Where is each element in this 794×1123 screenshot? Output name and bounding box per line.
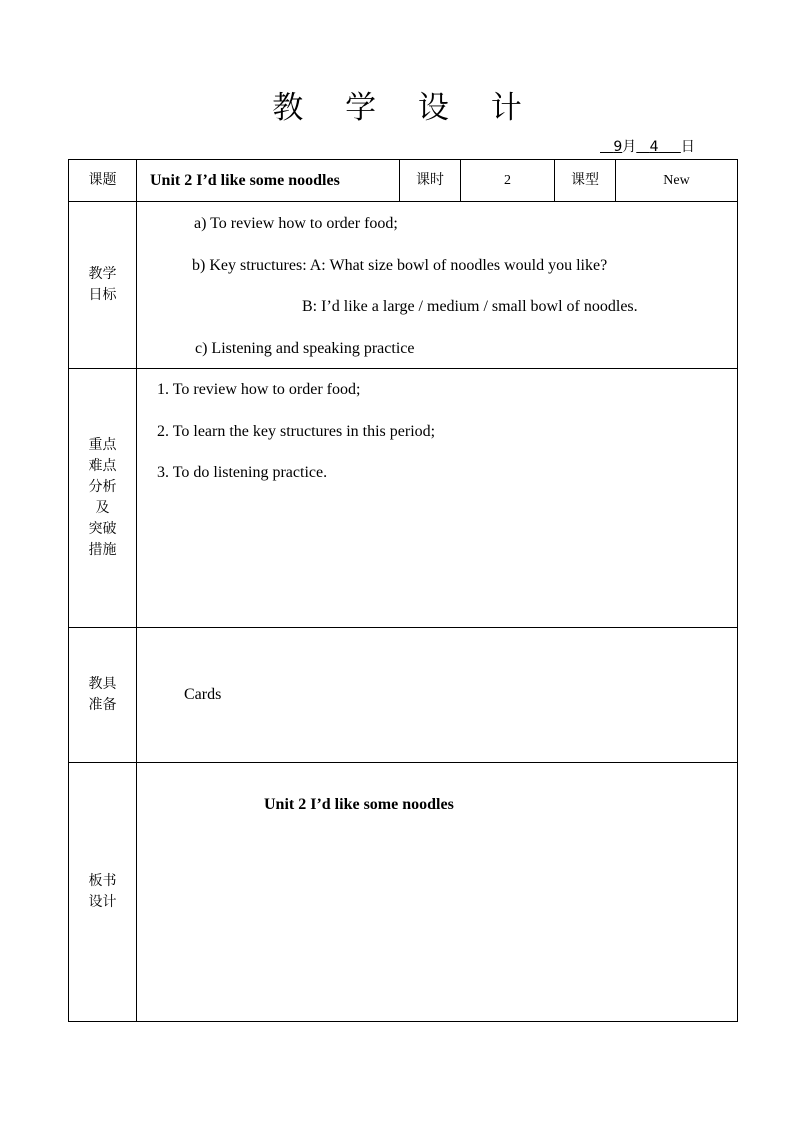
- date-month-label: 月: [622, 139, 637, 155]
- date-line: [600, 138, 695, 156]
- objectives-label: 教学 日标: [69, 202, 137, 369]
- board-title: Unit 2 I’d like some noodles: [264, 796, 454, 813]
- date-month: 9: [613, 139, 623, 155]
- key-points-row: [69, 369, 738, 628]
- topic-label: 课题: [69, 160, 137, 202]
- board-label: 板书 设计: [69, 763, 137, 1022]
- objectives-content: [137, 202, 738, 369]
- date-day-label: 日: [680, 139, 695, 155]
- topic-value: Unit 2 I’d like some noodles: [137, 160, 400, 202]
- key-point-line: 1. To review how to order food;: [157, 381, 361, 398]
- key-points-content: [137, 369, 738, 628]
- header-row: [69, 160, 738, 202]
- lesson-plan-table: [68, 159, 738, 1022]
- type-label: 课型: [555, 160, 616, 202]
- materials-label: 教具 准备: [69, 628, 137, 763]
- document-title: 教 学 设 计: [272, 90, 538, 126]
- date-day: 4: [649, 139, 659, 155]
- board-row: [69, 763, 738, 1022]
- objective-line: c) Listening and speaking practice: [195, 340, 415, 357]
- board-content: [137, 763, 738, 1022]
- type-value: New: [616, 160, 738, 202]
- period-value: 2: [461, 160, 555, 202]
- key-point-line: 3. To do listening practice.: [157, 464, 328, 481]
- objectives-row: [69, 202, 738, 369]
- objective-line: a) To review how to order food;: [194, 215, 398, 232]
- period-label: 课时: [400, 160, 461, 202]
- objective-line: B: I’d like a large / medium / small bowl of noodles.: [302, 298, 638, 315]
- materials-value: Cards: [184, 686, 222, 703]
- materials-content: [137, 628, 738, 763]
- objective-line: b) Key structures: A: What size bowl of noodles would you like?: [192, 257, 608, 274]
- materials-row: [69, 628, 738, 763]
- key-point-line: 2. To learn the key structures in this period;: [157, 423, 436, 440]
- key-points-label: 重点 难点 分析 及 突破 措施: [69, 369, 137, 628]
